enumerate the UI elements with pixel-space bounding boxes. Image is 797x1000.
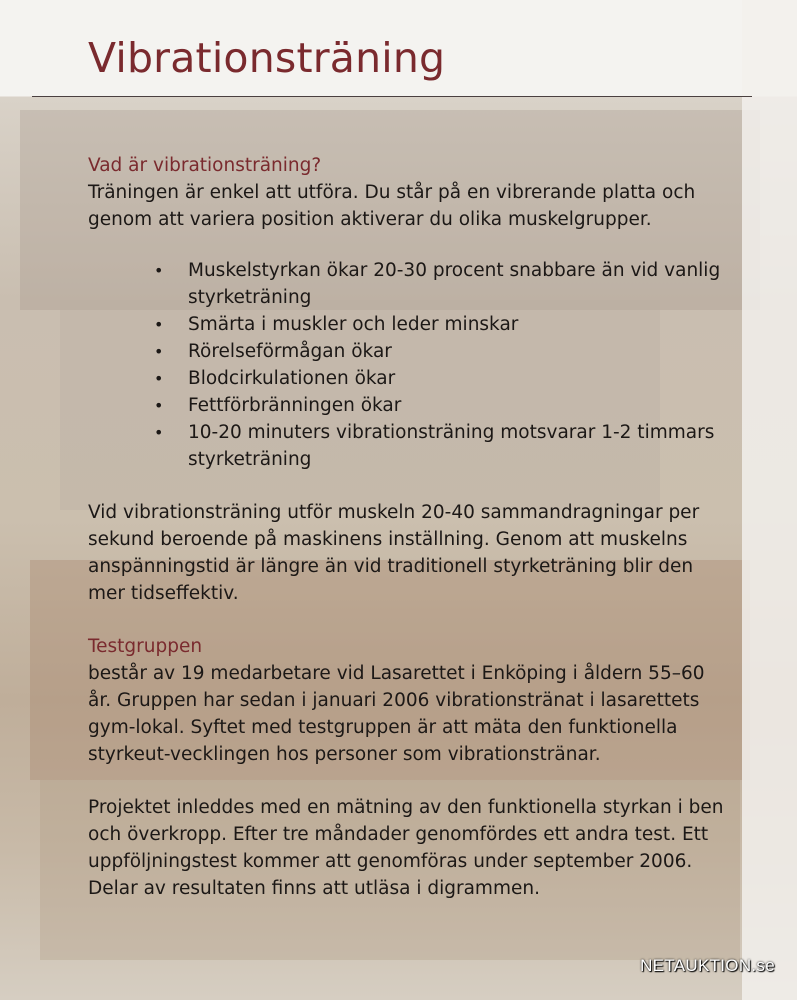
list-item-text: Rörelseförmågan ökar [188, 341, 392, 362]
list-item [88, 338, 728, 365]
bullet-icon: • [154, 315, 164, 334]
spacer [88, 607, 728, 633]
intro-paragraph: Träningen är enkel att utföra. Du står på en vibrerande platta och genom att variera position aktiverar du olika muskelgrupper. [88, 182, 696, 230]
list-item-text: Blodcirkulationen ökar [188, 368, 396, 389]
page-title: Vibrationsträning [88, 34, 446, 82]
testgroup-paragraph: består av 19 medarbetare vid Lasarettet i Enköping i åldern 55–60 år. Gruppen har sedan i januari 2006 vibrationstränat i lasarettets gym-lokal. Syftet med testgruppen är att mäta den funktionella styrkeut-vecklingen hos personer som vibrationstränar. [88, 663, 705, 765]
bullet-icon: • [154, 423, 164, 442]
bullet-icon: • [154, 369, 164, 388]
bullet-icon: • [154, 396, 164, 415]
bullet-icon: • [154, 261, 164, 280]
article-body [88, 152, 728, 902]
list-item [88, 392, 728, 419]
watermark-text: NETAUKTION.se [640, 956, 775, 975]
section-heading: Vad är vibrationsträning? [88, 155, 322, 176]
list-item [88, 257, 728, 311]
project-paragraph: Projektet inleddes med en mätning av den funktionella styrkan i ben och överkropp. Efter tre måndader genomfördes ett andra test. Ett uppföljningstest kommer att genomföras under september 2006. Delar av resultaten finns att utläsa i digrammen. [88, 797, 724, 899]
list-item [88, 311, 728, 338]
spacer [88, 473, 728, 499]
bullet-icon: • [154, 342, 164, 361]
explanation-paragraph: Vid vibrationsträning utför muskeln 20-40 sammandragningar per sekund beroende på maskinens inställning. Genom att muskelns anspänningstid är längre än vid traditionell styrketräning blir den mer tidseffektiv. [88, 502, 700, 604]
list-item-text: Muskelstyrkan ökar 20-30 procent snabbare än vid vanlig styrketräning [188, 260, 721, 308]
list-item [88, 365, 728, 392]
list-item-text: Fettförbränningen ökar [188, 395, 402, 416]
list-item [88, 419, 728, 473]
benefits-list [88, 257, 728, 473]
title-divider [32, 96, 752, 97]
list-item-text: Smärta i muskler och leder minskar [188, 314, 519, 335]
list-item-text: 10-20 minuters vibrationsträning motsvarar 1-2 timmars styrketräning [188, 422, 715, 470]
spacer [88, 768, 728, 794]
section-heading: Testgruppen [88, 636, 203, 657]
page-edge [742, 0, 797, 1000]
